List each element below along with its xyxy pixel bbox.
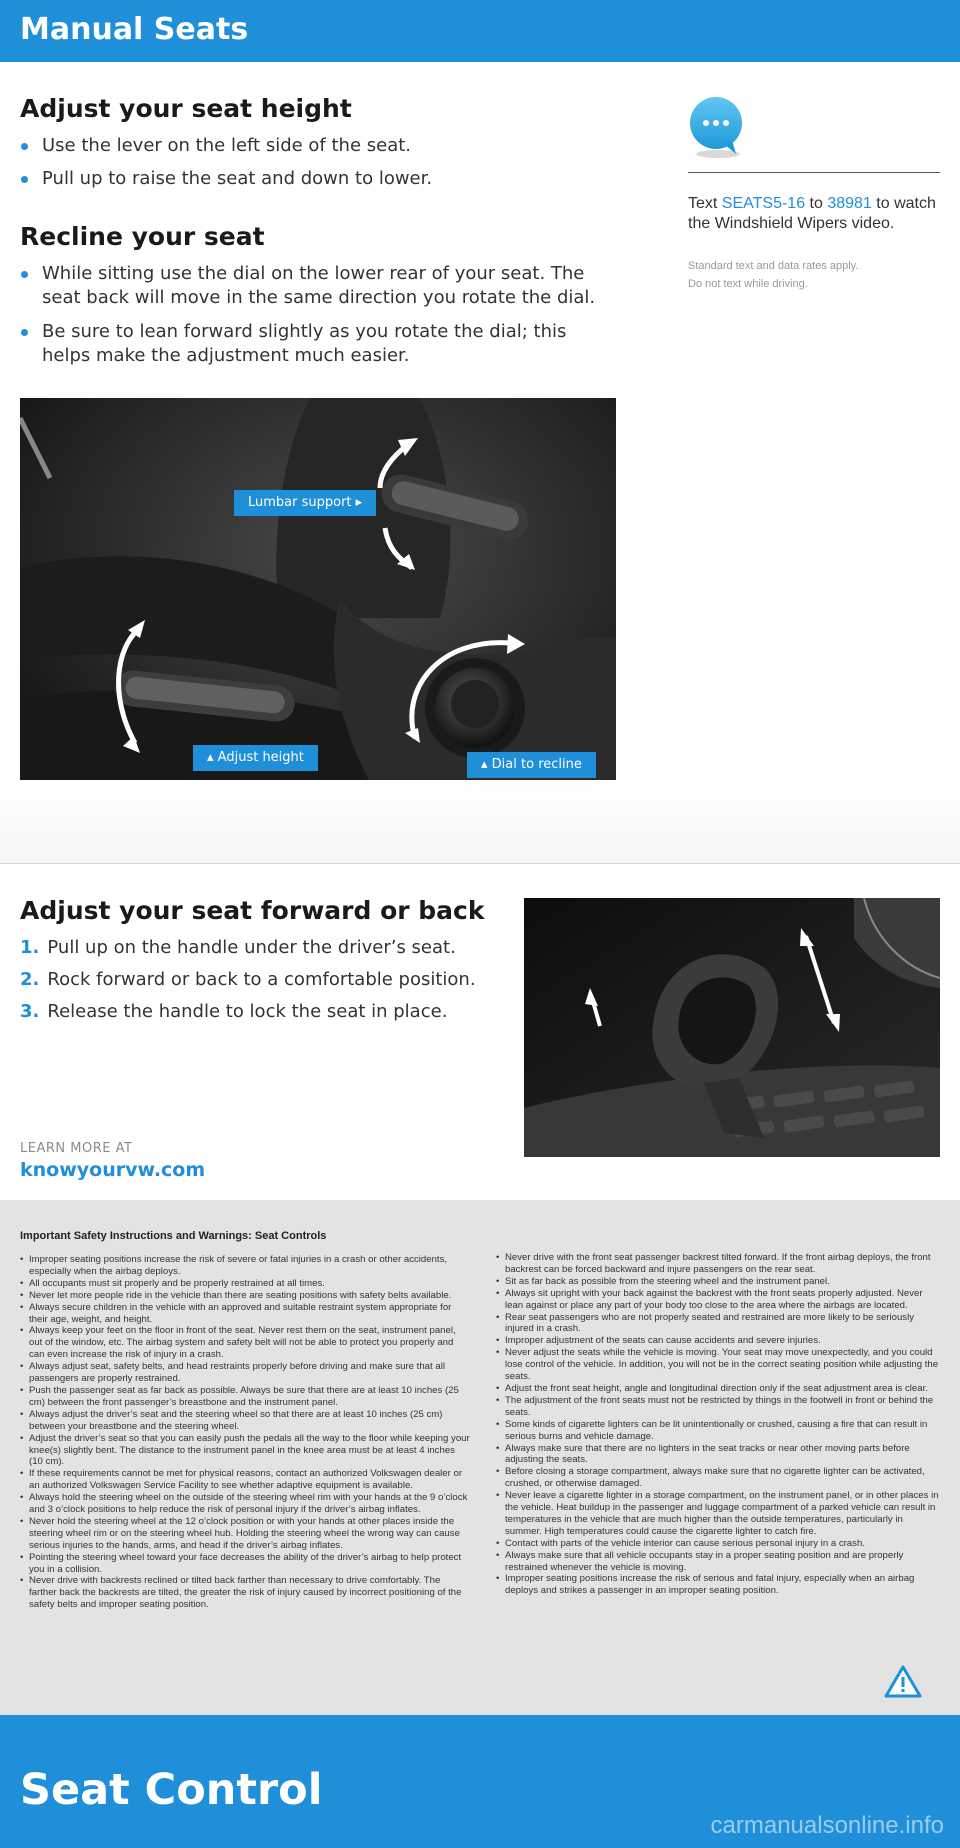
safety-item: • Always keep your feet on the floor in front of the seat. Never rest them on the seat, instrument panel, out of the window, etc. The airbag system and safety belt will not be able to protect you properly and can even increase the risk of injury in a crash. [20,1325,470,1361]
safety-item: • Always adjust the driver’s seat and the steering wheel so that there are at least 10 inches (25 cm) between your breastbone and the steering wheel. [20,1409,470,1433]
height-section-title: Adjust your seat height [20,94,352,123]
safety-item: • Always make sure that all vehicle occupants stay in a proper seating position and are properly restrained whenever the vehicle is moving. [496,1550,942,1574]
safety-title: Important Safety Instructions and Warnings: Seat Controls [20,1230,327,1242]
safety-item: • The adjustment of the front seats must not be restricted by things in the footwell in front or behind the seats. [496,1395,942,1419]
sms-text-mid: to [805,195,828,212]
safety-item: • Never hold the steering wheel at the 12 o’clock position or with your hands at other places inside the steering wheel rim or on the steering wheel hub. Holding the steering wheel the wrong way can cause serious injuries to the hands, arms, and head if the driver’s airbag inflates. [20,1516,470,1552]
sms-number: 38981 [827,195,872,212]
height-bullet: Use the lever on the left side of the seat. [20,134,610,158]
safety-item: • Improper adjustment of the seats can cause accidents and severe injuries. [496,1335,942,1347]
safety-item: • Always hold the steering wheel on the outside of the steering wheel rim with your hands at the 9 o’clock and 3 o’clock positions to help reduce the risk of personal injury if the driver’s airbag inflates. [20,1492,470,1516]
watermark-text: carmanualsonline.info [710,1812,944,1839]
safety-item: • Always adjust seat, safety belts, and head restraints properly before driving and make sure that all passengers are properly restrained. [20,1361,470,1385]
text-to-watch-message [688,194,938,234]
recline-bullet: While sitting use the dial on the lower rear of your seat. The seat back will move in the same direction you rotate the dial. [20,262,620,310]
safety-item: • Never drive with backrests reclined or tilted back farther than necessary to drive comfortably. The farther back the backrests are tilted, the greater the risk of injury caused by incorrect positioning of the safety belts and improper seating position. [20,1575,470,1611]
height-bullet-list [20,134,610,200]
seat-slide-handle-photo [524,898,940,1157]
sidebar-divider [688,172,940,173]
sms-disclaimer [688,257,938,293]
lumbar-support-callout: Lumbar support ▸ [234,490,376,516]
safety-item: • Adjust the front seat height, angle and longitudinal direction only if the seat adjustment area is clear. [496,1383,942,1395]
recline-bullet: Be sure to lean forward slightly as you rotate the dial; this helps make the adjustment much easier. [20,320,620,368]
safety-item: • Always sit upright with your back against the backrest with the front seats properly adjusted. Never lean against or place any part of your body too close to the area where the airbags are located. [496,1288,942,1312]
disclaimer-line: Do not text while driving. [688,278,808,290]
header-bar [0,0,960,62]
step-item [20,936,500,960]
safety-item: • Improper seating positions increase the risk of severe or fatal injuries in a crash or other accidents, especially when the airbag deploys. [20,1254,470,1278]
safety-item: • Contact with parts of the vehicle interior can cause serious personal injury in a crash. [496,1538,942,1550]
height-bullet: Pull up to raise the seat and down to lower. [20,167,610,191]
step-text: Rock forward or back to a comfortable position. [47,969,476,990]
step-text: Pull up on the handle under the driver’s seat. [47,937,456,958]
safety-item: • Never leave a cigarette lighter in a storage compartment, on the instrument panel, or in other places in the vehicle. Heat buildup in the passenger and luggage compartment of a parked vehicle can result in temperatures in the vehicle that are much higher than the outside temperatures, particularly in summer. High temperatures could cause the cigarette lighter to catch fire. [496,1490,942,1538]
callout-label: Lumbar support [248,495,352,510]
safety-item: • Push the passenger seat as far back as possible. Always be sure that there are at least 10 inches (25 cm) between the front passenger’s breastbone and the instrument panel. [20,1385,470,1409]
page-title: Manual Seats [20,12,249,47]
chat-bubble-icon [688,96,746,164]
seat-controls-photo [20,398,616,833]
safety-warnings-panel [0,1200,960,1715]
warning-triangle-icon [884,1665,922,1703]
forward-steps-list [20,936,500,1032]
step-number: 2. [20,969,40,990]
sms-text-suffix: to watch the Windshield Wipers video. [688,195,936,232]
recline-bullet-list [20,262,620,377]
safety-item: • Always secure children in the vehicle with an approved and suitable restraint system appropriate for their age, weight, and height. [20,1302,470,1326]
safety-item: • Pointing the steering wheel toward your face decreases the ability of the driver’s airbag to help protect you in a collision. [20,1552,470,1576]
step-text: Release the handle to lock the seat in place. [47,1001,448,1022]
section-fade [0,780,960,863]
safety-list-right [496,1252,942,1597]
sms-code: SEATS5-16 [721,195,806,212]
safety-item: • Before closing a storage compartment, always make sure that no cigarette lighter can be activated, crushed, or otherwise damaged. [496,1466,942,1490]
learn-more-link[interactable]: knowyourvw.com [20,1159,206,1181]
safety-item: • Sit as far back as possible from the steering wheel and the instrument panel. [496,1276,942,1288]
safety-item: • Always make sure that there are no lighters in the seat tracks or near other moving parts before adjusting the seats. [496,1443,942,1467]
safety-item: • Adjust the driver’s seat so that you can easily push the pedals all the way to the floor while keeping your knee(s) slightly bent. The distance to the instrument panel in the knee area must be at least 4 inches (10 cm). [20,1433,470,1469]
callout-label: Dial to recline [491,757,582,772]
step-item [20,968,500,992]
safety-item: • All occupants must sit properly and be properly restrained at all times. [20,1278,470,1290]
callout-label: Adjust height [217,750,304,765]
safety-item: • Never let more people ride in the vehicle than there are seating positions with safety belts available. [20,1290,470,1302]
safety-list-left [20,1254,470,1611]
sms-text-prefix: Text [688,195,722,212]
safety-item: • If these requirements cannot be met for physical reasons, contact an authorized Volkswagen dealer or an authorized Volkswagen Service Facility to see whether adaptive equipment is available. [20,1468,470,1492]
safety-item: • Never adjust the seats while the vehicle is moving. Your seat may move unexpectedly, and you could lose control of the vehicle. In addition, you will not be in the correct seating position while adjusting the seats. [496,1347,942,1383]
step-item [20,1000,500,1024]
disclaimer-line: Standard text and data rates apply. [688,260,859,272]
forward-section-title: Adjust your seat forward or back [20,896,485,925]
safety-item: • Some kinds of cigarette lighters can be lit unintentionally or crushed, causing a fire that can result in serious burns and vehicle damage. [496,1419,942,1443]
adjust-height-callout: ▴ Adjust height [193,745,318,771]
learn-more-label: LEARN MORE AT [20,1141,133,1156]
safety-item: • Improper seating positions increase the risk of serious and fatal injury, especially when an airbag deploys and strikes a passenger in an improper seating position. [496,1573,942,1597]
recline-section-title: Recline your seat [20,222,265,251]
section-divider [0,863,960,864]
footer-title: Seat Control [20,1765,323,1815]
step-number: 1. [20,937,40,958]
safety-item: • Never drive with the front seat passenger backrest tilted forward. If the front airbag deploys, the front backrest can be forced backward and injure passengers on the rear seat. [496,1252,942,1276]
dial-to-recline-callout: ▴ Dial to recline [467,752,596,778]
safety-item: • Rear seat passengers who are not properly seated and restrained are more likely to be seriously injured in a crash. [496,1312,942,1336]
step-number: 3. [20,1001,40,1022]
